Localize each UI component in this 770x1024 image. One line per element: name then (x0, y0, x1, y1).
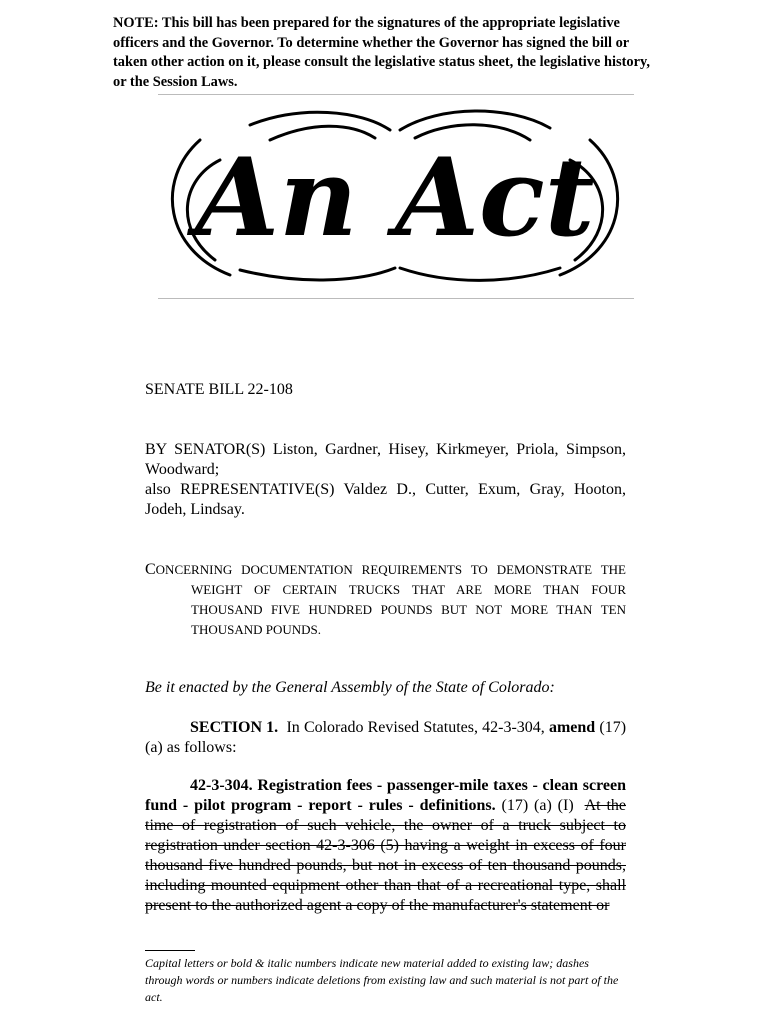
section-1 (145, 718, 626, 758)
statute-heading: 42-3-304. Registration fees - passenger-mile taxes - clean screen fund - pilot program - report - rules - definitions. (145, 777, 626, 814)
an-act-seal (160, 100, 630, 290)
section-label: SECTION 1. (190, 719, 279, 736)
seal-text: An Act (195, 135, 595, 261)
bill-title-initial: C (145, 561, 156, 578)
bill-title-text (145, 560, 626, 640)
section-action: amend (548, 719, 596, 736)
bill-title (145, 560, 626, 640)
sponsors (145, 440, 626, 520)
footnote-rule (145, 950, 195, 951)
bill-title-body: ONCERNING DOCUMENTATION REQUIREMENTS TO DEMONSTRATE THE WEIGHT OF CERTAIN TRUCKS THAT ARE MORE THAN FOUR THOUSAND FIVE HUNDRED POUNDS BUT NOT MORE THAN TEN THOUSAND POUNDS. (155, 562, 626, 637)
statute-subsection: (17) (a) (I) (501, 797, 574, 814)
statute-text (145, 776, 626, 916)
section-text: In Colorado Revised Statutes, 42-3-304, (286, 719, 545, 736)
section-text-after: (17)(a) as follows: (145, 719, 627, 756)
bill-number: SENATE BILL 22-108 (145, 381, 293, 398)
signature-note: NOTE: This bill has been prepared for the signatures of the appropriate legislative officers and the Governor. To determine whether the Governor has signed the bill or taken other action on it, please consult the legislative status sheet, the legislative history, or the Session Laws. (113, 15, 650, 90)
struck-text: At the time of registration of such vehicle, the owner of a truck subject to registration under section 42-3-306 (5) having a weight in excess of four thousand five hundred pounds, but not in excess of ten thousand pounds, including mounted equipment other than that of a recreational type, shall present to the authorized agent a copy of the manufacturer's statement or (145, 797, 626, 914)
seal-bottom-rule (158, 298, 634, 299)
house-sponsors: also REPRESENTATIVE(S) Valdez D., Cutter, Exum, Gray, Hooton, Jodeh, Lindsay. (145, 481, 626, 518)
footnote: Capital letters or bold & italic numbers indicate new material added to existing law; dashes through words or numbers indicate deletions from existing law and such material is not part of the act. (145, 956, 619, 1004)
enacting-clause: Be it enacted by the General Assembly of the State of Colorado: (145, 679, 555, 696)
senate-sponsors: BY SENATOR(S) Liston, Gardner, Hisey, Kirkmeyer, Priola, Simpson, Woodward; (145, 441, 626, 478)
seal-top-rule (158, 94, 634, 95)
